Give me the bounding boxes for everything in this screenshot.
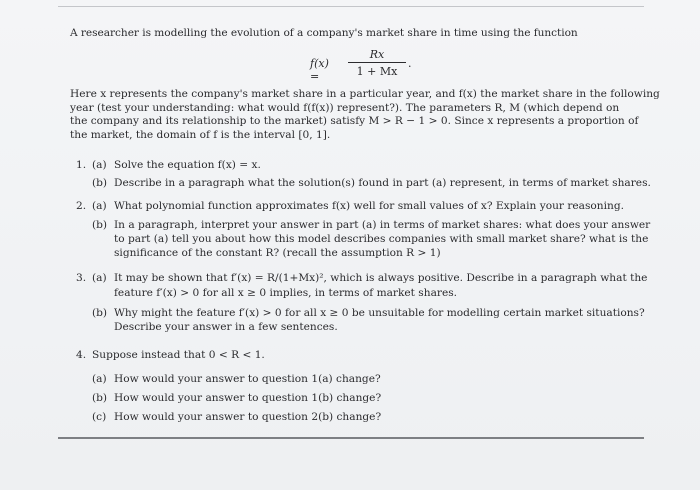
question-2a-text: What polynomial function approximates f(x) well for small values of x? Explain your reasoning. bbox=[114, 200, 624, 212]
formula-fraction bbox=[348, 48, 406, 78]
question-3b-label: (b) bbox=[92, 307, 108, 319]
question-1a-label: (a) bbox=[92, 159, 107, 171]
question-4-intro: Suppose instead that 0 < R < 1. bbox=[92, 349, 265, 361]
question-3-number: 3. bbox=[76, 272, 87, 284]
question-3a-line: feature f′(x) > 0 for all x ≥ 0 implies, in terms of market shares. bbox=[114, 287, 458, 299]
formula-numerator: Rx bbox=[369, 48, 385, 61]
question-2b-line: significance of the constant R? (recall the assumption R > 1) bbox=[114, 247, 441, 259]
paragraph-line: the company and its relationship to the market) satisfy M > R − 1 > 0. Since x represents a proportion of bbox=[70, 115, 639, 128]
question-2b-label: (b) bbox=[92, 219, 108, 231]
question-2a-label: (a) bbox=[92, 200, 107, 212]
question-1b-label: (b) bbox=[92, 177, 108, 189]
paragraph-line: year (test your understanding: what would f(f(x)) represent?). The parameters R, M (which depend on bbox=[70, 101, 620, 114]
question-4c-label: (c) bbox=[92, 411, 107, 423]
formula-lhs: f(x) = bbox=[310, 57, 329, 83]
question-4b-text: How would your answer to question 1(b) change? bbox=[114, 392, 382, 404]
question-2-number: 2. bbox=[76, 200, 87, 212]
bottom-rule bbox=[58, 437, 644, 439]
fraction-bar bbox=[348, 62, 406, 63]
question-1-number: 1. bbox=[76, 159, 87, 171]
question-4c-text: How would your answer to question 2(b) change? bbox=[114, 411, 382, 423]
formula-denominator: 1 + Mx bbox=[356, 65, 398, 78]
paragraph-line: the market, the domain of f is the interval [0, 1]. bbox=[70, 128, 331, 141]
question-2b-line: In a paragraph, interpret your answer in part (a) in terms of market shares: what does your answer bbox=[114, 219, 651, 231]
intro-text: A researcher is modelling the evolution of a company's market share in time using the function bbox=[70, 27, 578, 39]
question-1b-text: Describe in a paragraph what the solution(s) found in part (a) represent, in terms of market shares. bbox=[114, 177, 651, 189]
question-1a-text: Solve the equation f(x) = x. bbox=[114, 159, 261, 171]
paragraph-line: Here x represents the company's market share in a particular year, and f(x) the market share in the following bbox=[70, 88, 660, 100]
question-3b-line: Why might the feature f′(x) > 0 for all x ≥ 0 be unsuitable for modelling certain market situations? bbox=[114, 307, 645, 319]
formula-trail: . bbox=[408, 57, 412, 70]
explanation-paragraph bbox=[70, 88, 660, 142]
question-4a-label: (a) bbox=[92, 373, 107, 385]
question-4-number: 4. bbox=[76, 349, 87, 361]
question-4a-text: How would your answer to question 1(a) change? bbox=[114, 373, 381, 385]
question-4b-label: (b) bbox=[92, 392, 108, 404]
top-rule bbox=[58, 6, 644, 7]
question-3a-line: It may be shown that f′(x) = R/(1+Mx)², which is always positive. Describe in a paragraph what the bbox=[114, 272, 648, 284]
question-2b-line: to part (a) tell you about how this model describes companies with small market share? what is the bbox=[114, 233, 649, 245]
question-3a-label: (a) bbox=[92, 272, 107, 284]
question-3b-line: Describe your answer in a few sentences. bbox=[114, 321, 338, 333]
